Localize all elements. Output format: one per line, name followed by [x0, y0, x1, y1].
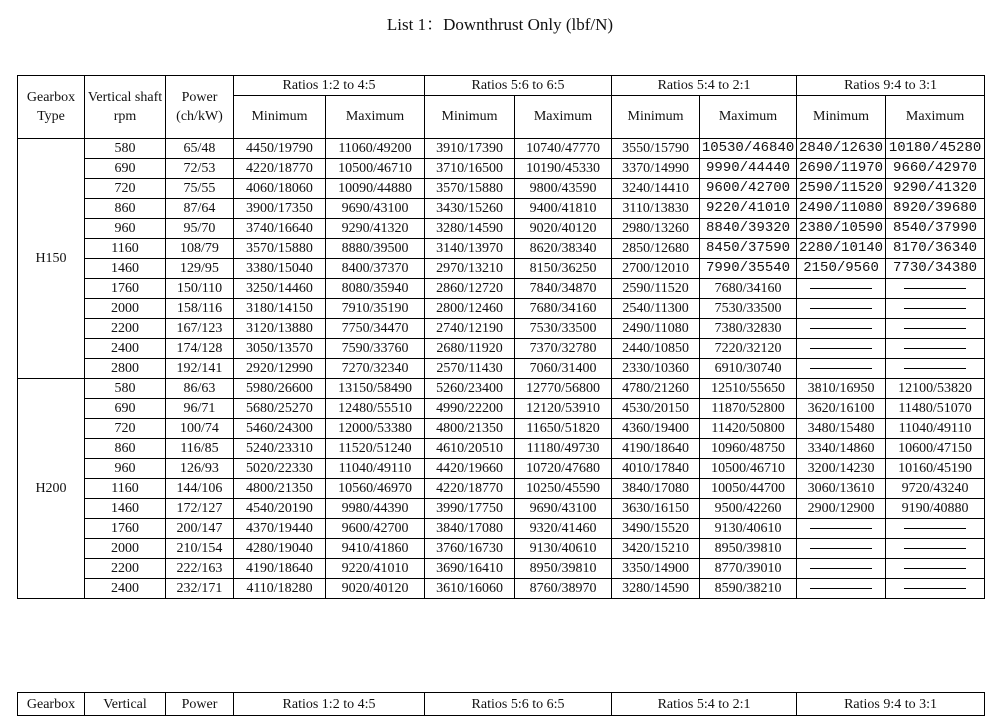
header-maximum: Maximum: [515, 96, 612, 139]
header-ratio-group: Ratios 1:2 to 4:5: [234, 76, 425, 96]
maximum-value-cell: 11060/49200: [326, 139, 425, 159]
maximum-value-cell: 7060/31400: [515, 359, 612, 379]
maximum-value-cell: 10720/47680: [515, 459, 612, 479]
minimum-value-cell: 3340/14860: [797, 439, 886, 459]
minimum-value-cell: 3050/13570: [234, 339, 326, 359]
header-maximum: Maximum: [326, 96, 425, 139]
minimum-value-cell: 3140/13970: [425, 239, 515, 259]
minimum-value-cell: 3200/14230: [797, 459, 886, 479]
table-row: [18, 399, 985, 419]
power-cell: 86/63: [166, 379, 234, 399]
minimum-value-cell: 2680/11920: [425, 339, 515, 359]
power-cell: 174/128: [166, 339, 234, 359]
maximum-value-cell: 7910/35190: [326, 299, 425, 319]
dash-line: [810, 568, 872, 569]
table-row: [18, 219, 985, 239]
minimum-value-cell: 2440/10850: [612, 339, 700, 359]
maximum-value-cell: 11420/50800: [700, 419, 797, 439]
table-row: [18, 239, 985, 259]
maximum-value-cell: 9980/44390: [326, 499, 425, 519]
maximum-value-cell: 9690/43100: [326, 199, 425, 219]
minimum-value-cell: 4990/22200: [425, 399, 515, 419]
maximum-value-cell: 12000/53380: [326, 419, 425, 439]
dash-line: [904, 308, 966, 309]
minimum-value-cell: 2740/12190: [425, 319, 515, 339]
header-ratio-group: Ratios 5:6 to 6:5: [425, 76, 612, 96]
power-cell: 65/48: [166, 139, 234, 159]
header-gearbox-type: Gearbox Type: [18, 76, 85, 139]
dash-line: [904, 568, 966, 569]
dash-line: [904, 368, 966, 369]
table-row: [18, 379, 985, 399]
header-ratio-group: Ratios 9:4 to 3:1: [797, 76, 985, 96]
power-cell: 200/147: [166, 519, 234, 539]
maximum-value-cell: 9020/40120: [515, 219, 612, 239]
maximum-value-cell: 11180/49730: [515, 439, 612, 459]
dash-line: [904, 588, 966, 589]
maximum-value-cell: 10560/46970: [326, 479, 425, 499]
minimum-value-cell: 3250/14460: [234, 279, 326, 299]
maximum-value-cell: 10250/45590: [515, 479, 612, 499]
header-ratio-group: Ratios 5:4 to 2:1: [612, 76, 797, 96]
dash-line: [810, 588, 872, 589]
table-row: [18, 179, 985, 199]
header-maximum: Maximum: [886, 96, 985, 139]
rpm-cell: 1160: [85, 239, 166, 259]
minimum-value-cell: 3110/13830: [612, 199, 700, 219]
power-cell: 192/141: [166, 359, 234, 379]
rpm-cell: 2000: [85, 299, 166, 319]
header-minimum: Minimum: [797, 96, 886, 139]
empty-value-cell: [797, 339, 886, 359]
maximum-value-cell: 8620/38340: [515, 239, 612, 259]
rpm-cell: 1460: [85, 499, 166, 519]
minimum-value-cell: 3380/15040: [234, 259, 326, 279]
maximum-value-cell: 9220/41010: [700, 199, 797, 219]
empty-value-cell: [797, 319, 886, 339]
minimum-value-cell: 2150/9560: [797, 259, 886, 279]
minimum-value-cell: 3710/16500: [425, 159, 515, 179]
empty-value-cell: [886, 519, 985, 539]
minimum-value-cell: 4450/19790: [234, 139, 326, 159]
table-row: [18, 259, 985, 279]
maximum-value-cell: 7590/33760: [326, 339, 425, 359]
minimum-value-cell: 5980/26600: [234, 379, 326, 399]
table-row: [18, 159, 985, 179]
maximum-value-cell: 10090/44880: [326, 179, 425, 199]
maximum-value-cell: 9990/44440: [700, 159, 797, 179]
maximum-value-cell: 11520/51240: [326, 439, 425, 459]
maximum-value-cell: 9190/40880: [886, 499, 985, 519]
header-minimum: Minimum: [425, 96, 515, 139]
next-header-power: Power: [166, 693, 234, 716]
empty-value-cell: [797, 359, 886, 379]
header-power: Power (ch/kW): [166, 76, 234, 139]
next-header-gearbox: Gearbox: [18, 693, 85, 716]
table-row: [18, 559, 985, 579]
power-cell: 144/106: [166, 479, 234, 499]
power-cell: 129/95: [166, 259, 234, 279]
minimum-value-cell: 2330/10360: [612, 359, 700, 379]
maximum-value-cell: 9290/41320: [886, 179, 985, 199]
gearbox-type-cell: H150: [18, 139, 85, 379]
maximum-value-cell: 7990/35540: [700, 259, 797, 279]
empty-value-cell: [797, 279, 886, 299]
next-header-ratio-group: Ratios 5:4 to 2:1: [612, 693, 797, 716]
power-cell: 158/116: [166, 299, 234, 319]
rpm-cell: 860: [85, 439, 166, 459]
table-row: [18, 519, 985, 539]
maximum-value-cell: 8760/38970: [515, 579, 612, 599]
dash-line: [810, 348, 872, 349]
maximum-value-cell: 9600/42700: [700, 179, 797, 199]
dash-line: [904, 288, 966, 289]
minimum-value-cell: 2840/12630: [797, 139, 886, 159]
minimum-value-cell: 4280/19040: [234, 539, 326, 559]
table-row: [18, 299, 985, 319]
dash-line: [904, 328, 966, 329]
rpm-cell: 2400: [85, 339, 166, 359]
power-cell: 210/154: [166, 539, 234, 559]
maximum-value-cell: 10050/44700: [700, 479, 797, 499]
rpm-cell: 2800: [85, 359, 166, 379]
maximum-value-cell: 6910/30740: [700, 359, 797, 379]
empty-value-cell: [886, 559, 985, 579]
minimum-value-cell: 4360/19400: [612, 419, 700, 439]
table-row: [18, 459, 985, 479]
minimum-value-cell: 2920/12990: [234, 359, 326, 379]
empty-value-cell: [797, 539, 886, 559]
rpm-cell: 580: [85, 379, 166, 399]
power-cell: 96/71: [166, 399, 234, 419]
minimum-value-cell: 3630/16150: [612, 499, 700, 519]
maximum-value-cell: 13150/58490: [326, 379, 425, 399]
rpm-cell: 720: [85, 179, 166, 199]
empty-value-cell: [797, 299, 886, 319]
maximum-value-cell: 10530/46840: [700, 139, 797, 159]
minimum-value-cell: 3620/16100: [797, 399, 886, 419]
minimum-value-cell: 4780/21260: [612, 379, 700, 399]
minimum-value-cell: 2380/10590: [797, 219, 886, 239]
maximum-value-cell: 8150/36250: [515, 259, 612, 279]
minimum-value-cell: 2970/13210: [425, 259, 515, 279]
next-header-vertical: Vertical: [85, 693, 166, 716]
empty-value-cell: [886, 279, 985, 299]
dash-line: [810, 528, 872, 529]
table-row: [18, 539, 985, 559]
rpm-cell: 2200: [85, 319, 166, 339]
minimum-value-cell: 5680/25270: [234, 399, 326, 419]
minimum-value-cell: 3060/13610: [797, 479, 886, 499]
minimum-value-cell: 3120/13880: [234, 319, 326, 339]
table-row: [18, 339, 985, 359]
dash-line: [810, 368, 872, 369]
rpm-cell: 960: [85, 459, 166, 479]
minimum-value-cell: 2850/12680: [612, 239, 700, 259]
dash-line: [904, 528, 966, 529]
table-row: [18, 439, 985, 459]
minimum-value-cell: 4610/20510: [425, 439, 515, 459]
rpm-cell: 2400: [85, 579, 166, 599]
maximum-value-cell: 7380/32830: [700, 319, 797, 339]
minimum-value-cell: 5020/22330: [234, 459, 326, 479]
table-row: [18, 279, 985, 299]
minimum-value-cell: 3420/15210: [612, 539, 700, 559]
maximum-value-cell: 7730/34380: [886, 259, 985, 279]
minimum-value-cell: 2900/12900: [797, 499, 886, 519]
rpm-cell: 690: [85, 159, 166, 179]
minimum-value-cell: 4060/18060: [234, 179, 326, 199]
empty-value-cell: [886, 319, 985, 339]
empty-value-cell: [886, 359, 985, 379]
minimum-value-cell: 5240/23310: [234, 439, 326, 459]
table-row: [18, 199, 985, 219]
maximum-value-cell: 8450/37590: [700, 239, 797, 259]
power-cell: 167/123: [166, 319, 234, 339]
maximum-value-cell: 9720/43240: [886, 479, 985, 499]
minimum-value-cell: 4420/19660: [425, 459, 515, 479]
minimum-value-cell: 3610/16060: [425, 579, 515, 599]
rpm-cell: 1760: [85, 519, 166, 539]
maximum-value-cell: 8880/39500: [326, 239, 425, 259]
minimum-value-cell: 2280/10140: [797, 239, 886, 259]
dash-line: [810, 288, 872, 289]
table-row: [18, 479, 985, 499]
minimum-value-cell: 3760/16730: [425, 539, 515, 559]
minimum-value-cell: 2540/11300: [612, 299, 700, 319]
power-cell: 172/127: [166, 499, 234, 519]
header-vertical-shaft-rpm: Vertical shaft rpm: [85, 76, 166, 139]
empty-value-cell: [797, 559, 886, 579]
maximum-value-cell: 7530/33500: [515, 319, 612, 339]
minimum-value-cell: 5460/24300: [234, 419, 326, 439]
maximum-value-cell: 11870/52800: [700, 399, 797, 419]
minimum-value-cell: 3840/17080: [425, 519, 515, 539]
power-cell: 126/93: [166, 459, 234, 479]
rpm-cell: 1160: [85, 479, 166, 499]
power-cell: 116/85: [166, 439, 234, 459]
maximum-value-cell: 9020/40120: [326, 579, 425, 599]
maximum-value-cell: 8950/39810: [700, 539, 797, 559]
power-cell: 108/79: [166, 239, 234, 259]
rpm-cell: 2200: [85, 559, 166, 579]
minimum-value-cell: 3180/14150: [234, 299, 326, 319]
maximum-value-cell: 9690/43100: [515, 499, 612, 519]
maximum-value-cell: 7840/34870: [515, 279, 612, 299]
power-cell: 100/74: [166, 419, 234, 439]
minimum-value-cell: 3690/16410: [425, 559, 515, 579]
minimum-value-cell: 2860/12720: [425, 279, 515, 299]
maximum-value-cell: 9130/40610: [700, 519, 797, 539]
minimum-value-cell: 4530/20150: [612, 399, 700, 419]
minimum-value-cell: 2490/11080: [612, 319, 700, 339]
minimum-value-cell: 3990/17750: [425, 499, 515, 519]
maximum-value-cell: 10500/46710: [700, 459, 797, 479]
power-cell: 75/55: [166, 179, 234, 199]
empty-value-cell: [886, 299, 985, 319]
dash-line: [904, 548, 966, 549]
minimum-value-cell: 4220/18770: [425, 479, 515, 499]
maximum-value-cell: 12100/53820: [886, 379, 985, 399]
power-cell: 150/110: [166, 279, 234, 299]
maximum-value-cell: 12770/56800: [515, 379, 612, 399]
minimum-value-cell: 4110/18280: [234, 579, 326, 599]
minimum-value-cell: 3480/15480: [797, 419, 886, 439]
table-row: [18, 359, 985, 379]
maximum-value-cell: 11650/51820: [515, 419, 612, 439]
minimum-value-cell: 3280/14590: [612, 579, 700, 599]
minimum-value-cell: 3370/14990: [612, 159, 700, 179]
maximum-value-cell: 10960/48750: [700, 439, 797, 459]
minimum-value-cell: 3570/15880: [234, 239, 326, 259]
maximum-value-cell: 9290/41320: [326, 219, 425, 239]
maximum-value-cell: 7530/33500: [700, 299, 797, 319]
next-header-ratio-group: Ratios 9:4 to 3:1: [797, 693, 985, 716]
next-table-header: [17, 692, 985, 716]
minimum-value-cell: 3900/17350: [234, 199, 326, 219]
dash-line: [810, 308, 872, 309]
minimum-value-cell: 2700/12010: [612, 259, 700, 279]
table-row: [18, 499, 985, 519]
power-cell: 87/64: [166, 199, 234, 219]
maximum-value-cell: 11040/49110: [886, 419, 985, 439]
power-cell: 222/163: [166, 559, 234, 579]
minimum-value-cell: 3840/17080: [612, 479, 700, 499]
maximum-value-cell: 10190/45330: [515, 159, 612, 179]
minimum-value-cell: 4220/18770: [234, 159, 326, 179]
maximum-value-cell: 8950/39810: [515, 559, 612, 579]
maximum-value-cell: 7370/32780: [515, 339, 612, 359]
empty-value-cell: [886, 339, 985, 359]
empty-value-cell: [797, 579, 886, 599]
minimum-value-cell: 3490/15520: [612, 519, 700, 539]
table-row: [18, 579, 985, 599]
next-header-ratio-group: Ratios 5:6 to 6:5: [425, 693, 612, 716]
maximum-value-cell: 8920/39680: [886, 199, 985, 219]
maximum-value-cell: 10500/46710: [326, 159, 425, 179]
minimum-value-cell: 4370/19440: [234, 519, 326, 539]
maximum-value-cell: 8170/36340: [886, 239, 985, 259]
dash-line: [904, 348, 966, 349]
power-cell: 72/53: [166, 159, 234, 179]
minimum-value-cell: 4800/21350: [425, 419, 515, 439]
table-body: [18, 139, 985, 599]
empty-value-cell: [797, 519, 886, 539]
minimum-value-cell: 4190/18640: [234, 559, 326, 579]
maximum-value-cell: 10740/47770: [515, 139, 612, 159]
maximum-value-cell: 8770/39010: [700, 559, 797, 579]
table-row: [18, 319, 985, 339]
minimum-value-cell: 2590/11520: [612, 279, 700, 299]
dash-line: [810, 548, 872, 549]
minimum-value-cell: 2800/12460: [425, 299, 515, 319]
minimum-value-cell: 2490/11080: [797, 199, 886, 219]
maximum-value-cell: 11040/49110: [326, 459, 425, 479]
empty-value-cell: [886, 579, 985, 599]
maximum-value-cell: 10600/47150: [886, 439, 985, 459]
header-maximum: Maximum: [700, 96, 797, 139]
maximum-value-cell: 12510/55650: [700, 379, 797, 399]
minimum-value-cell: 2590/11520: [797, 179, 886, 199]
minimum-value-cell: 3910/17390: [425, 139, 515, 159]
maximum-value-cell: 9410/41860: [326, 539, 425, 559]
minimum-value-cell: 3570/15880: [425, 179, 515, 199]
minimum-value-cell: 4540/20190: [234, 499, 326, 519]
minimum-value-cell: 2980/13260: [612, 219, 700, 239]
page-title: List 1：Downthrust Only (lbf/N): [386, 15, 614, 34]
maximum-value-cell: 8540/37990: [886, 219, 985, 239]
rpm-cell: 860: [85, 199, 166, 219]
minimum-value-cell: 3550/15790: [612, 139, 700, 159]
maximum-value-cell: 9660/42970: [886, 159, 985, 179]
gearbox-type-cell: H200: [18, 379, 85, 599]
minimum-value-cell: 2570/11430: [425, 359, 515, 379]
maximum-value-cell: 7750/34470: [326, 319, 425, 339]
minimum-value-cell: 3740/16640: [234, 219, 326, 239]
maximum-value-cell: 9320/41460: [515, 519, 612, 539]
rpm-cell: 1460: [85, 259, 166, 279]
power-cell: 95/70: [166, 219, 234, 239]
maximum-value-cell: 7220/32120: [700, 339, 797, 359]
maximum-value-cell: 8080/35940: [326, 279, 425, 299]
maximum-value-cell: 10160/45190: [886, 459, 985, 479]
maximum-value-cell: 7680/34160: [515, 299, 612, 319]
power-cell: 232/171: [166, 579, 234, 599]
maximum-value-cell: 10180/45280: [886, 139, 985, 159]
header-minimum: Minimum: [612, 96, 700, 139]
maximum-value-cell: 9400/41810: [515, 199, 612, 219]
rpm-cell: 2000: [85, 539, 166, 559]
maximum-value-cell: 12120/53910: [515, 399, 612, 419]
maximum-value-cell: 9800/43590: [515, 179, 612, 199]
maximum-value-cell: 8590/38210: [700, 579, 797, 599]
minimum-value-cell: 2690/11970: [797, 159, 886, 179]
maximum-value-cell: 7680/34160: [700, 279, 797, 299]
minimum-value-cell: 4010/17840: [612, 459, 700, 479]
downthrust-table: [17, 75, 985, 599]
minimum-value-cell: 3240/14410: [612, 179, 700, 199]
maximum-value-cell: 7270/32340: [326, 359, 425, 379]
minimum-value-cell: 4800/21350: [234, 479, 326, 499]
minimum-value-cell: 3810/16950: [797, 379, 886, 399]
table-row: [18, 419, 985, 439]
minimum-value-cell: 3430/15260: [425, 199, 515, 219]
rpm-cell: 690: [85, 399, 166, 419]
table-row: [18, 139, 985, 159]
maximum-value-cell: 9130/40610: [515, 539, 612, 559]
maximum-value-cell: 9600/42700: [326, 519, 425, 539]
maximum-value-cell: 9500/42260: [700, 499, 797, 519]
minimum-value-cell: 3350/14900: [612, 559, 700, 579]
minimum-value-cell: 3280/14590: [425, 219, 515, 239]
maximum-value-cell: 11480/51070: [886, 399, 985, 419]
empty-value-cell: [886, 539, 985, 559]
rpm-cell: 1760: [85, 279, 166, 299]
maximum-value-cell: 9220/41010: [326, 559, 425, 579]
next-header-ratio-group: Ratios 1:2 to 4:5: [234, 693, 425, 716]
rpm-cell: 960: [85, 219, 166, 239]
maximum-value-cell: 8400/37370: [326, 259, 425, 279]
rpm-cell: 720: [85, 419, 166, 439]
minimum-value-cell: 5260/23400: [425, 379, 515, 399]
header-minimum: Minimum: [234, 96, 326, 139]
rpm-cell: 580: [85, 139, 166, 159]
minimum-value-cell: 4190/18640: [612, 439, 700, 459]
maximum-value-cell: 8840/39320: [700, 219, 797, 239]
dash-line: [810, 328, 872, 329]
maximum-value-cell: 12480/55510: [326, 399, 425, 419]
